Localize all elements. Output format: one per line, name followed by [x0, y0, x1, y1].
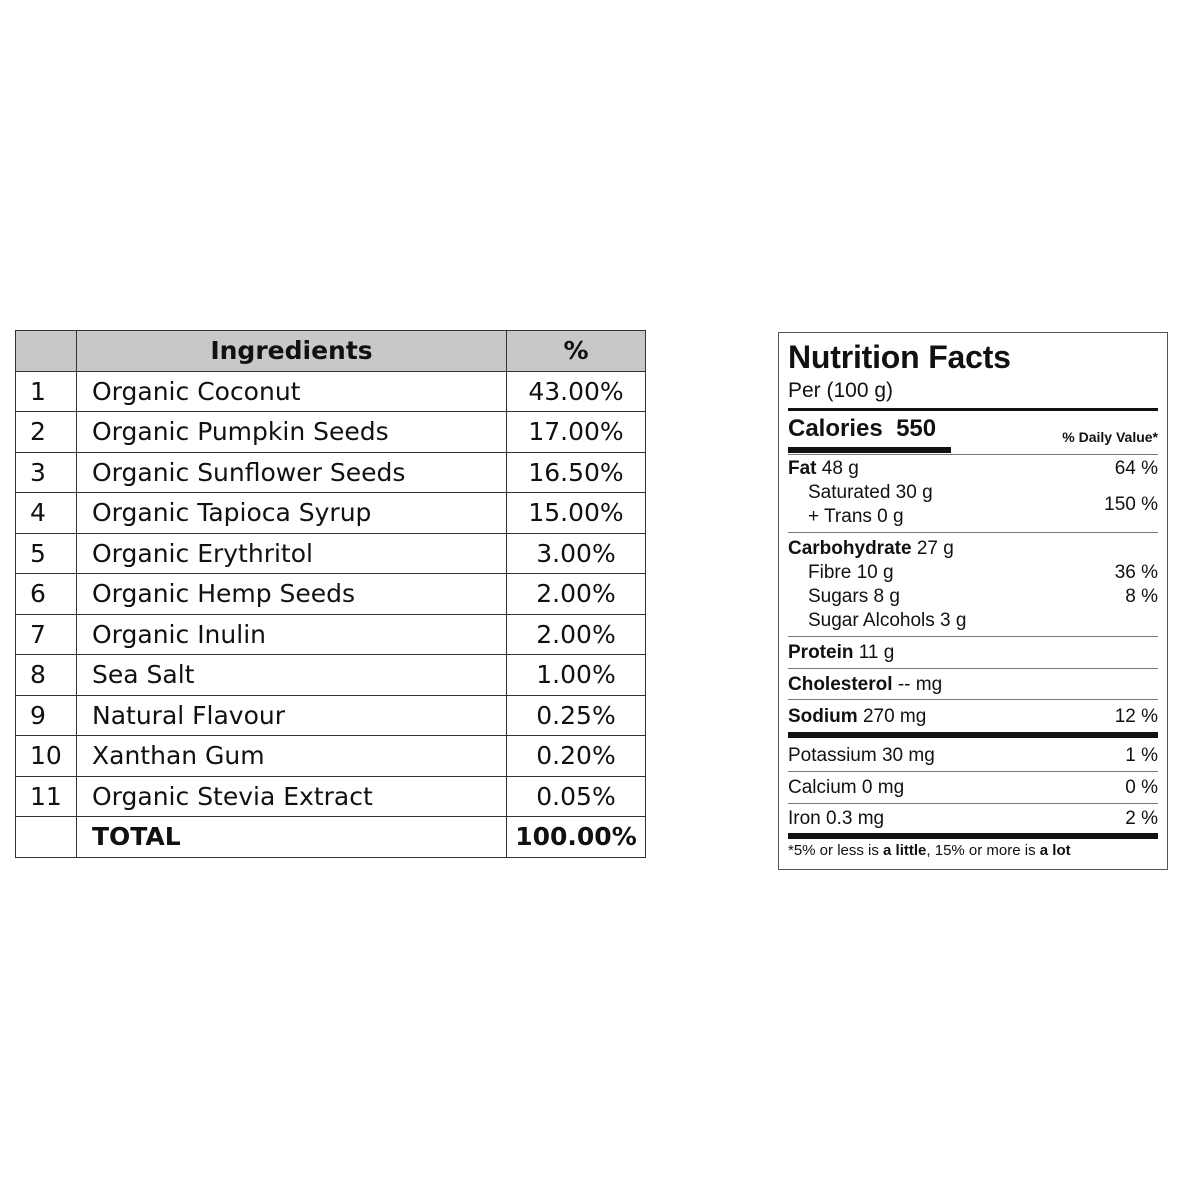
fibre-percent: 36 % [1114, 562, 1158, 583]
sodium-row [788, 705, 1158, 729]
divider [788, 699, 1158, 700]
row-number: 2 [16, 412, 77, 453]
ingredient-name: Organic Erythritol [77, 533, 507, 574]
nutrition-title: Nutrition Facts [788, 339, 1011, 375]
calories-label: Calories [788, 415, 883, 442]
fibre-label: Fibre 10 g [808, 562, 894, 583]
ingredient-name: Organic Sunflower Seeds [77, 452, 507, 493]
carbohydrate-label: Carbohydrate [788, 538, 912, 559]
saturated-label: Saturated 30 g [808, 482, 933, 503]
table-row [16, 776, 646, 817]
ingredient-percent: 2.00% [507, 614, 646, 655]
row-number: 6 [16, 574, 77, 615]
table-row [16, 533, 646, 574]
ingredient-name: Organic Tapioca Syrup [77, 493, 507, 534]
calories-underline [788, 447, 951, 453]
total-label: TOTAL [77, 817, 507, 858]
ingredient-percent: 1.00% [507, 655, 646, 696]
total-number-cell [16, 817, 77, 858]
ingredient-percent: 0.25% [507, 695, 646, 736]
cholesterol-amount: -- mg [897, 674, 943, 695]
divider [788, 636, 1158, 637]
fat-amount: 48 g [821, 458, 859, 479]
header-number [16, 331, 77, 372]
ingredients-body [16, 371, 646, 817]
ingredient-percent: 0.05% [507, 776, 646, 817]
trans-label: + Trans 0 g [808, 506, 904, 527]
table-row [16, 736, 646, 777]
ingredient-percent: 2.00% [507, 574, 646, 615]
table-row [16, 574, 646, 615]
calcium-row [788, 776, 1158, 800]
row-number: 4 [16, 493, 77, 534]
protein-label: Protein [788, 642, 854, 663]
cholesterol-label: Cholesterol [788, 674, 893, 695]
potassium-label: Potassium 30 mg [788, 745, 935, 766]
ingredient-percent: 3.00% [507, 533, 646, 574]
potassium-row [788, 744, 1158, 768]
ingredients-table [15, 330, 646, 858]
sugars-label: Sugars 8 g [808, 586, 900, 607]
ingredient-name: Natural Flavour [77, 695, 507, 736]
table-header-row [16, 331, 646, 372]
iron-percent: 2 % [1125, 808, 1158, 829]
row-number: 5 [16, 533, 77, 574]
sugars-row [788, 585, 1158, 609]
ingredient-name: Xanthan Gum [77, 736, 507, 777]
ingredient-name: Organic Coconut [77, 371, 507, 412]
row-number: 10 [16, 736, 77, 777]
nutrition-facts-panel [778, 332, 1168, 870]
fat-row [788, 457, 1158, 481]
ingredient-name: Organic Stevia Extract [77, 776, 507, 817]
ingredient-name: Sea Salt [77, 655, 507, 696]
calories-line [788, 415, 936, 443]
ingredient-name: Organic Inulin [77, 614, 507, 655]
table-row [16, 452, 646, 493]
potassium-percent: 1 % [1125, 745, 1158, 766]
divider [788, 771, 1158, 772]
footnote-part: *5% or less is [788, 842, 884, 859]
trans-row [788, 505, 1158, 529]
fat-percent: 64 % [1114, 458, 1158, 479]
ingredient-percent: 43.00% [507, 371, 646, 412]
iron-label: Iron 0.3 mg [788, 808, 885, 829]
calories-value: 550 [896, 415, 937, 442]
fibre-row [788, 561, 1158, 585]
ingredient-percent: 17.00% [507, 412, 646, 453]
divider-thick [788, 408, 1158, 411]
table-row [16, 695, 646, 736]
sugar-alcohols-label: Sugar Alcohols 3 g [808, 610, 967, 631]
ingredient-percent: 15.00% [507, 493, 646, 534]
serving-size: Per (100 g) [788, 379, 894, 402]
cholesterol-row [788, 673, 1158, 697]
protein-amount: 11 g [858, 642, 895, 663]
header-ingredients: Ingredients [77, 331, 507, 372]
table-row [16, 371, 646, 412]
ingredient-percent: 0.20% [507, 736, 646, 777]
divider-thick [788, 732, 1158, 738]
protein-row [788, 641, 1158, 665]
iron-row [788, 807, 1158, 831]
table-row [16, 412, 646, 453]
calcium-label: Calcium 0 mg [788, 777, 905, 798]
carbohydrate-row [788, 537, 1158, 561]
divider [788, 803, 1158, 804]
ingredient-percent: 16.50% [507, 452, 646, 493]
row-number: 1 [16, 371, 77, 412]
footnote-part: , 15% or more is [926, 842, 1040, 859]
divider [788, 668, 1158, 669]
sugar-alcohols-row [788, 609, 1158, 633]
ingredient-name: Organic Pumpkin Seeds [77, 412, 507, 453]
carbohydrate-amount: 27 g [916, 538, 954, 559]
row-number: 11 [16, 776, 77, 817]
divider-thick [788, 833, 1158, 839]
footnote-emphasis: a little [883, 842, 927, 859]
table-row [16, 655, 646, 696]
footnote [788, 842, 1071, 859]
row-number: 9 [16, 695, 77, 736]
table-row [16, 493, 646, 534]
divider [788, 454, 1158, 455]
total-row [16, 817, 646, 858]
sat-trans-percent: 150 % [1104, 494, 1158, 515]
row-number: 3 [16, 452, 77, 493]
total-percent: 100.00% [507, 817, 646, 858]
footnote-emphasis: a lot [1039, 842, 1071, 859]
fat-label: Fat [788, 458, 817, 479]
row-number: 7 [16, 614, 77, 655]
table-row [16, 614, 646, 655]
sugars-percent: 8 % [1125, 586, 1158, 607]
calcium-percent: 0 % [1125, 777, 1158, 798]
row-number: 8 [16, 655, 77, 696]
daily-value-header: % Daily Value* [1062, 429, 1158, 445]
ingredient-name: Organic Hemp Seeds [77, 574, 507, 615]
sodium-percent: 12 % [1114, 706, 1158, 727]
sodium-amount: 270 mg [862, 706, 927, 727]
header-percent: % [507, 331, 646, 372]
divider [788, 532, 1158, 533]
sodium-label: Sodium [788, 706, 858, 727]
